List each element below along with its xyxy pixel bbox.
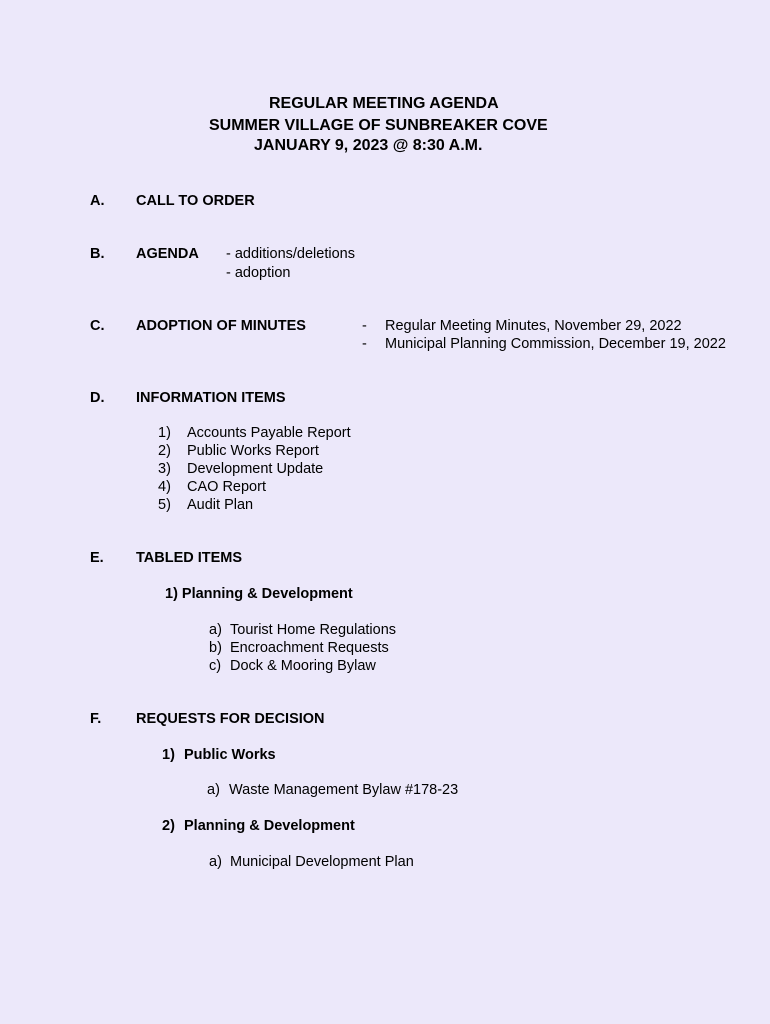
info-item-number: 2): [158, 443, 171, 459]
section-c-letter: C.: [90, 318, 105, 334]
decision-subheading: Planning & Development: [184, 818, 355, 834]
minutes-bullet-dash: -: [362, 318, 367, 334]
tabled-item-letter: a): [209, 622, 222, 638]
info-item: Public Works Report: [187, 443, 319, 459]
info-item-number: 5): [158, 497, 171, 513]
tabled-item-letter: c): [209, 658, 222, 674]
decision-item: Waste Management Bylaw #178-23: [229, 782, 459, 798]
section-b-letter: B.: [90, 246, 105, 262]
agenda-note: - adoption: [226, 265, 291, 281]
tabled-item-letter: b): [209, 640, 222, 656]
section-b-title: AGENDA: [136, 246, 199, 262]
minutes-bullet-dash: -: [362, 336, 367, 352]
info-item: Audit Plan: [187, 497, 254, 513]
section-a-title: CALL TO ORDER: [136, 193, 255, 209]
agenda-note: - additions/deletions: [226, 246, 355, 262]
section-d-title: INFORMATION ITEMS: [136, 390, 286, 406]
decision-subheading-number: 2): [162, 818, 175, 834]
decision-subheading-number: 1): [162, 747, 175, 763]
info-item-number: 3): [158, 461, 171, 477]
info-item: Accounts Payable Report: [187, 425, 351, 441]
minutes-item: Regular Meeting Minutes, November 29, 2022: [385, 318, 682, 334]
section-c-title: ADOPTION OF MINUTES: [136, 318, 306, 334]
section-d-letter: D.: [90, 390, 105, 406]
tabled-item: Dock & Mooring Bylaw: [230, 658, 376, 674]
info-item-number: 4): [158, 479, 171, 495]
info-item: Development Update: [187, 461, 324, 477]
section-f-title: REQUESTS FOR DECISION: [136, 711, 325, 727]
meeting-date: JANUARY 9, 2023 @ 8:30 A.M.: [254, 137, 483, 154]
section-a-letter: A.: [90, 193, 105, 209]
minutes-item: Municipal Planning Commission, December 19, 2022: [385, 336, 726, 352]
section-e-letter: E.: [90, 550, 104, 566]
organization-name: SUMMER VILLAGE OF SUNBREAKER COVE: [209, 117, 548, 134]
tabled-item: Tourist Home Regulations: [230, 622, 397, 638]
tabled-item: Encroachment Requests: [230, 640, 389, 656]
decision-item-letter: a): [207, 782, 220, 798]
info-item-number: 1): [158, 425, 171, 441]
tabled-subheading: 1) Planning & Development: [165, 586, 353, 602]
decision-subheading: Public Works: [184, 747, 276, 763]
section-f-letter: F.: [90, 711, 102, 727]
decision-item-letter: a): [209, 854, 222, 870]
decision-item: Municipal Development Plan: [230, 854, 414, 870]
info-item: CAO Report: [187, 479, 266, 495]
section-e-title: TABLED ITEMS: [136, 550, 243, 566]
agenda-title: REGULAR MEETING AGENDA: [269, 95, 499, 112]
